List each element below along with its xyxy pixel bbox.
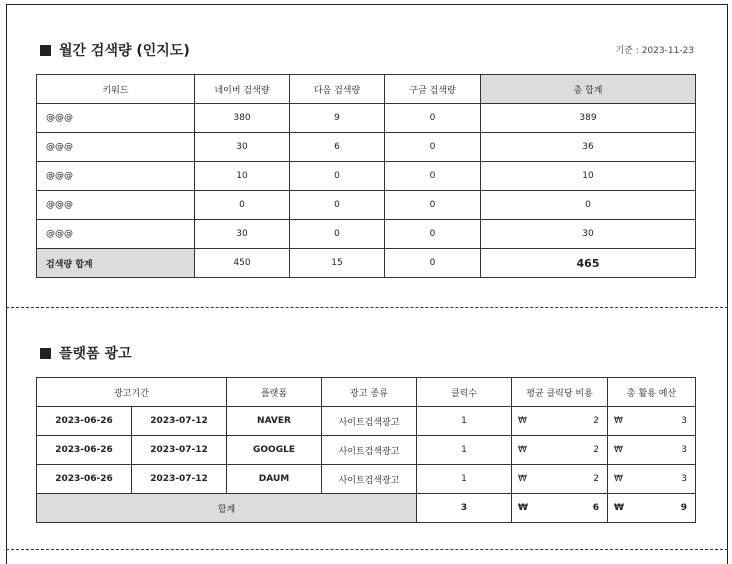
keyword-cell: @@@ [37,162,195,191]
header-keyword: 키워드 [37,75,195,104]
budget-value: 3 [681,474,687,484]
google-total: 0 [385,249,481,278]
total-cell: 30 [481,220,696,249]
table-row [37,133,696,162]
table-row [37,436,696,465]
ad-type-cell: 사이트검색광고 [322,407,417,436]
clicks-cell: 1 [417,465,512,494]
google-cell: 0 [385,133,481,162]
cpc-cell [512,407,608,436]
platform-ads-table [36,377,696,523]
budget-total [608,494,696,523]
daum-cell: 6 [290,133,385,162]
platform-cell: NAVER [227,407,322,436]
square-bullet-icon [40,348,51,359]
start-date-cell: 2023-06-26 [37,465,132,494]
table-row [37,162,696,191]
table-total-row [37,494,696,523]
daum-cell: 0 [290,220,385,249]
budget-cell [608,465,696,494]
google-cell: 0 [385,162,481,191]
section-divider [6,549,728,550]
clicks-cell: 1 [417,436,512,465]
won-sign: ₩ [518,503,528,513]
header-total: 총 합계 [481,75,696,104]
daum-cell: 0 [290,191,385,220]
keyword-cell: @@@ [37,220,195,249]
end-date-cell: 2023-07-12 [132,407,227,436]
table-row [37,465,696,494]
grand-total: 465 [481,249,696,278]
section-title-text: 월간 검색량 (인지도) [59,43,190,59]
table-total-row [37,249,696,278]
won-sign: ₩ [614,416,623,426]
won-sign: ₩ [518,445,527,455]
search-volume-table [36,74,696,278]
won-sign: ₩ [518,416,527,426]
cpc-cell [512,436,608,465]
cpc-total [512,494,608,523]
table-header-row [37,75,696,104]
keyword-cell: @@@ [37,133,195,162]
naver-cell: 0 [195,191,290,220]
total-cell: 389 [481,104,696,133]
cpc-total-value: 6 [592,503,599,513]
clicks-total: 3 [417,494,512,523]
section-title-search-volume [40,40,190,60]
budget-value: 3 [681,445,687,455]
table-row [37,104,696,133]
naver-total: 450 [195,249,290,278]
won-sign: ₩ [518,474,527,484]
keyword-cell: @@@ [37,191,195,220]
budget-cell [608,407,696,436]
table-row [37,191,696,220]
won-sign: ₩ [614,503,624,513]
header-platform: 플랫폼 [227,378,322,407]
won-sign: ₩ [614,445,623,455]
cpc-value: 2 [593,445,599,455]
total-cell: 10 [481,162,696,191]
daum-cell: 9 [290,104,385,133]
total-cell: 0 [481,191,696,220]
total-label: 검색량 합계 [37,249,195,278]
header-ad-type: 광고 종류 [322,378,417,407]
budget-cell [608,436,696,465]
daum-cell: 0 [290,162,385,191]
clicks-cell: 1 [417,407,512,436]
ad-type-cell: 사이트검색광고 [322,465,417,494]
header-budget: 총 활용 예산 [608,378,696,407]
platform-cell: GOOGLE [227,436,322,465]
table-row [37,220,696,249]
ad-type-cell: 사이트검색광고 [322,436,417,465]
cpc-value: 2 [593,474,599,484]
naver-cell: 30 [195,220,290,249]
cpc-value: 2 [593,416,599,426]
naver-cell: 30 [195,133,290,162]
keyword-cell: @@@ [37,104,195,133]
section-divider [6,307,728,308]
naver-cell: 10 [195,162,290,191]
won-sign: ₩ [614,474,623,484]
start-date-cell: 2023-06-26 [37,436,132,465]
google-cell: 0 [385,191,481,220]
daum-total: 15 [290,249,385,278]
total-cell: 36 [481,133,696,162]
table-header-row [37,378,696,407]
header-period: 광고기간 [37,378,227,407]
section-title-text: 플랫폼 광고 [59,346,132,362]
header-cpc: 평균 클릭당 비용 [512,378,608,407]
budget-value: 3 [681,416,687,426]
naver-cell: 380 [195,104,290,133]
header-daum: 다음 검색량 [290,75,385,104]
budget-total-value: 9 [680,503,687,513]
platform-cell: DAUM [227,465,322,494]
header-clicks: 클릭수 [417,378,512,407]
total-label: 합계 [37,494,417,523]
header-google: 구글 검색량 [385,75,481,104]
section-title-platform-ads [40,343,132,363]
end-date-cell: 2023-07-12 [132,436,227,465]
google-cell: 0 [385,104,481,133]
header-naver: 네이버 검색량 [195,75,290,104]
table-row [37,407,696,436]
start-date-cell: 2023-06-26 [37,407,132,436]
square-bullet-icon [40,45,51,56]
reference-date: 기준 : 2023-11-23 [615,46,694,56]
google-cell: 0 [385,220,481,249]
end-date-cell: 2023-07-12 [132,465,227,494]
cpc-cell [512,465,608,494]
